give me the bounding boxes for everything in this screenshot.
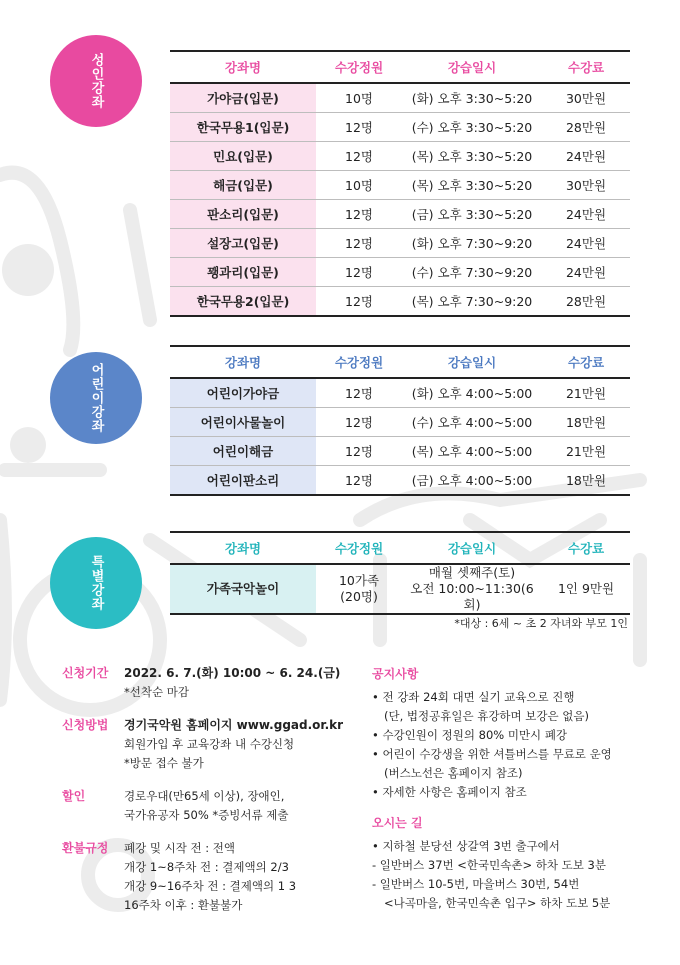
discount-line: 국가유공자 50% *증빙서류 제출 <box>124 808 289 822</box>
table-header-row <box>170 532 630 564</box>
capacity: 12명 <box>316 437 402 466</box>
directions-line: • 지하철 분당선 상갈역 3번 출구에서 <box>372 839 560 853</box>
method-line: 회원가입 후 교육강좌 내 수강신청 <box>124 737 295 751</box>
special-course-table <box>170 531 630 615</box>
special-course-badge <box>50 537 142 629</box>
directions-line: <나곡마을, 한국민속촌 입구> 하차 도보 5분 <box>384 896 611 910</box>
table-header-row <box>170 346 630 378</box>
capacity: 12명 <box>316 142 402 171</box>
header-course-name: 강좌명 <box>224 541 262 556</box>
refund-line: 폐강 및 시작 전 : 전액 <box>124 841 236 855</box>
course-name: 어린이사물놀이 <box>170 408 316 437</box>
course-name: 해금(입문) <box>170 171 316 200</box>
application-info <box>62 664 362 929</box>
header-capacity: 수강정원 <box>334 355 384 370</box>
notice-line: • 수강인원이 정원의 80% 미만시 폐강 <box>372 728 568 742</box>
schedule: (화) 오후 3:30~5:20 <box>402 83 542 113</box>
table-row <box>170 287 630 317</box>
capacity: 12명 <box>316 200 402 229</box>
table-row <box>170 466 630 496</box>
fee: 24만원 <box>542 142 630 171</box>
directions-title: 오시는 길 <box>372 816 423 830</box>
table-row <box>170 200 630 229</box>
capacity: 12명 <box>316 466 402 496</box>
fee: 30만원 <box>542 83 630 113</box>
schedule: (화) 오후 7:30~9:20 <box>402 229 542 258</box>
refund-line: 개강 9~16주차 전 : 결제액의 1 3 <box>124 879 297 893</box>
schedule: (목) 오후 7:30~9:20 <box>402 287 542 317</box>
kids-course-badge <box>50 352 142 444</box>
fee: 21만원 <box>542 378 630 408</box>
capacity: 12명 <box>316 287 402 317</box>
header-capacity: 수강정원 <box>334 60 384 75</box>
schedule: (화) 오후 4:00~5:00 <box>402 378 542 408</box>
fee: 24만원 <box>542 200 630 229</box>
course-name: 민요(입문) <box>170 142 316 171</box>
capacity: 10명 <box>316 171 402 200</box>
kids-course-table <box>170 345 630 496</box>
notice-line: • 자세한 사항은 홈페이지 참조 <box>372 785 527 799</box>
table-row <box>170 564 630 614</box>
fee: 21만원 <box>542 437 630 466</box>
course-name: 설장고(입문) <box>170 229 316 258</box>
directions-line: - 일반버스 37번 <한국민속촌> 하차 도보 3분 <box>372 858 606 872</box>
discount-row <box>62 787 362 825</box>
capacity-families: 10가족 <box>338 573 380 588</box>
adult-badge-label: 성인강좌 <box>88 53 104 109</box>
schedule: (수) 오후 4:00~5:00 <box>402 408 542 437</box>
course-name: 한국무용2(입문) <box>170 287 316 317</box>
method-line: *방문 접수 불가 <box>124 756 204 770</box>
table-row <box>170 258 630 287</box>
discount-line: 경로우대(만65세 이상), 장애인, <box>124 789 285 803</box>
course-name: 한국무용1(입문) <box>170 113 316 142</box>
table-row <box>170 113 630 142</box>
schedule-day: 매월 셋째주(토) <box>428 565 516 580</box>
capacity: 10명 <box>316 83 402 113</box>
period-row <box>62 664 362 702</box>
header-schedule: 강습일시 <box>447 541 497 556</box>
header-capacity: 수강정원 <box>334 541 384 556</box>
course-name: 가족국악놀이 <box>170 564 316 614</box>
capacity: 12명 <box>316 229 402 258</box>
header-fee: 수강료 <box>567 541 605 556</box>
table-row <box>170 437 630 466</box>
special-badge-label: 특별강좌 <box>88 555 104 611</box>
fee: 24만원 <box>542 258 630 287</box>
header-fee: 수강료 <box>567 60 605 75</box>
fee: 28만원 <box>542 287 630 317</box>
directions-line: - 일반버스 10-5번, 마을버스 30번, 54번 <box>372 877 580 891</box>
fee: 28만원 <box>542 113 630 142</box>
schedule: (목) 오후 3:30~5:20 <box>402 142 542 171</box>
course-name: 어린이가야금 <box>170 378 316 408</box>
header-fee: 수강료 <box>567 355 605 370</box>
refund-row <box>62 839 362 915</box>
header-schedule: 강습일시 <box>447 355 497 370</box>
schedule: (수) 오후 7:30~9:20 <box>402 258 542 287</box>
schedule: (금) 오후 3:30~5:20 <box>402 200 542 229</box>
header-course-name: 강좌명 <box>224 60 262 75</box>
discount-label: 할인 <box>62 789 86 803</box>
header-schedule: 강습일시 <box>447 60 497 75</box>
table-row <box>170 408 630 437</box>
method-value: 경기국악원 홈페이지 www.ggad.or.kr <box>124 718 344 732</box>
header-course-name: 강좌명 <box>224 355 262 370</box>
table-row <box>170 83 630 113</box>
schedule-time: 오전 10:00~11:30(6회) <box>410 581 534 612</box>
schedule: (수) 오후 3:30~5:20 <box>402 113 542 142</box>
table-row <box>170 378 630 408</box>
capacity <box>316 564 402 614</box>
schedule: (금) 오후 4:00~5:00 <box>402 466 542 496</box>
refund-line: 16주차 이후 : 환불불가 <box>124 898 243 912</box>
special-target-note: *대상 : 6세 ~ 초 2 자녀와 부모 1인 <box>454 617 628 630</box>
schedule: (목) 오후 3:30~5:20 <box>402 171 542 200</box>
notice-line: • 어린이 수강생을 위한 셔틀버스를 무료로 운영 <box>372 747 612 761</box>
refund-line: 개강 1~8주차 전 : 결제액의 2/3 <box>124 860 289 874</box>
table-row <box>170 171 630 200</box>
period-value: 2022. 6. 7.(화) 10:00 ~ 6. 24.(금) <box>124 666 341 680</box>
period-note: *선착순 마감 <box>124 685 189 699</box>
fee: 1인 9만원 <box>542 564 630 614</box>
table-row <box>170 142 630 171</box>
capacity: 12명 <box>316 378 402 408</box>
course-name: 꽹과리(입문) <box>170 258 316 287</box>
course-name: 가야금(입문) <box>170 83 316 113</box>
notice-and-directions <box>372 665 662 913</box>
capacity: 12명 <box>316 113 402 142</box>
capacity-people: (20명) <box>340 589 378 604</box>
fee: 18만원 <box>542 408 630 437</box>
table-row <box>170 229 630 258</box>
method-row <box>62 716 362 773</box>
kids-badge-label: 어린이강좌 <box>88 363 104 433</box>
notice-line: (버스노선은 홈페이지 참조) <box>384 766 523 780</box>
adult-course-table <box>170 50 630 317</box>
notice-title: 공지사항 <box>372 667 419 681</box>
fee: 18만원 <box>542 466 630 496</box>
method-label: 신청방법 <box>62 718 109 732</box>
table-header-row <box>170 51 630 83</box>
adult-course-badge <box>50 35 142 127</box>
capacity: 12명 <box>316 258 402 287</box>
period-label: 신청기간 <box>62 666 109 680</box>
refund-label: 환불규정 <box>62 841 109 855</box>
notice-line: • 전 강좌 24회 대면 실기 교육으로 진행 <box>372 690 575 704</box>
capacity: 12명 <box>316 408 402 437</box>
schedule <box>402 564 542 614</box>
fee: 30만원 <box>542 171 630 200</box>
fee: 24만원 <box>542 229 630 258</box>
course-name: 판소리(입문) <box>170 200 316 229</box>
course-name: 어린이판소리 <box>170 466 316 496</box>
notice-line: (단, 법정공휴일은 휴강하며 보강은 없음) <box>384 709 589 723</box>
schedule: (목) 오후 4:00~5:00 <box>402 437 542 466</box>
course-name: 어린이해금 <box>170 437 316 466</box>
